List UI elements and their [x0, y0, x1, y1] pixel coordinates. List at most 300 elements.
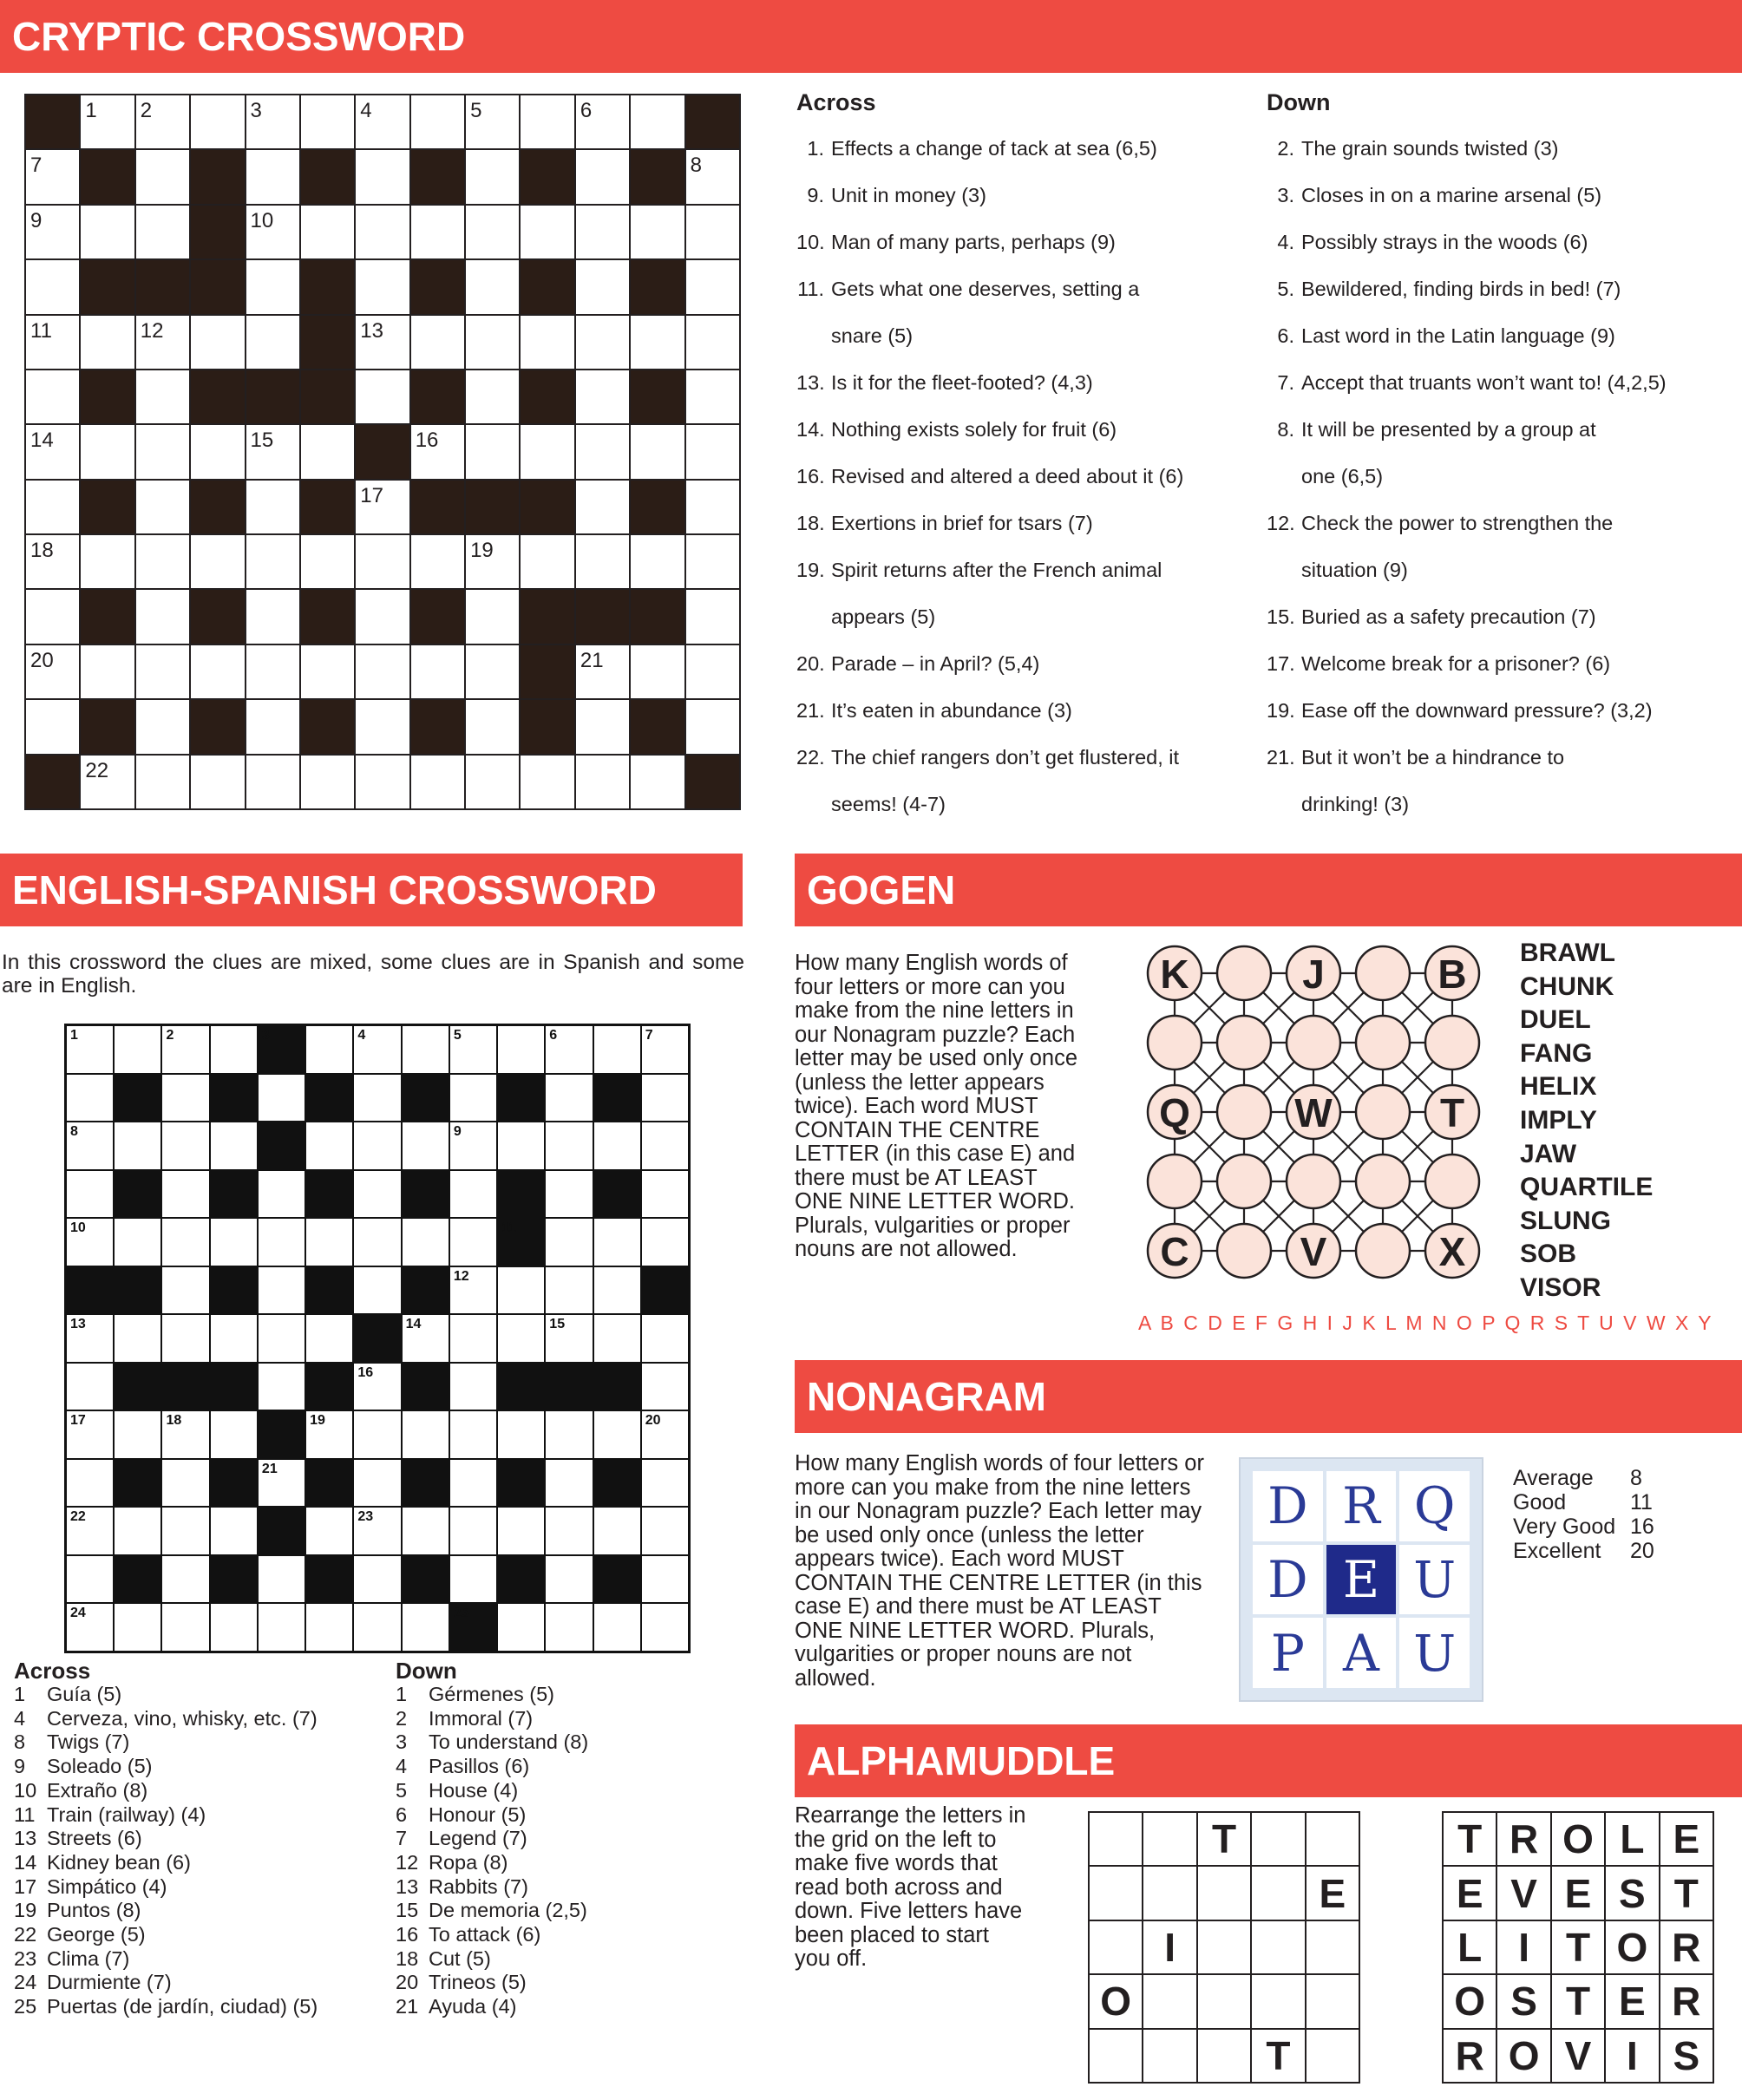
crossword-cell[interactable]	[306, 1122, 352, 1169]
gogen-node[interactable]	[1425, 1016, 1479, 1070]
crossword-cell[interactable]	[576, 95, 629, 148]
crossword-cell[interactable]	[411, 206, 464, 258]
alphamuddle-cell[interactable]: O	[1444, 1975, 1496, 2027]
crossword-cell[interactable]	[246, 756, 299, 808]
crossword-cell[interactable]	[354, 1508, 400, 1554]
crossword-cell[interactable]	[576, 370, 629, 423]
crossword-cell[interactable]	[450, 1122, 496, 1169]
crossword-cell[interactable]	[259, 1219, 305, 1266]
alphamuddle-cell[interactable]: I	[1143, 1921, 1195, 1973]
crossword-cell[interactable]	[67, 1460, 113, 1507]
crossword-cell[interactable]	[211, 1604, 257, 1651]
alphamuddle-cell[interactable]: I	[1497, 1921, 1549, 1973]
crossword-cell[interactable]	[686, 316, 739, 369]
crossword-cell[interactable]	[403, 1315, 449, 1362]
alphamuddle-cell[interactable]	[1306, 2030, 1359, 2082]
crossword-cell[interactable]	[162, 1267, 208, 1314]
crossword-cell[interactable]	[246, 206, 299, 258]
crossword-cell[interactable]	[191, 756, 244, 808]
crossword-cell[interactable]	[546, 1171, 592, 1218]
alphamuddle-cell[interactable]	[1252, 1975, 1304, 2027]
crossword-cell[interactable]	[191, 645, 244, 698]
crossword-cell[interactable]	[162, 1604, 208, 1651]
crossword-cell[interactable]	[67, 1315, 113, 1362]
crossword-cell[interactable]	[356, 316, 409, 369]
crossword-cell[interactable]	[211, 1411, 257, 1458]
crossword-cell[interactable]	[246, 260, 299, 313]
crossword-cell[interactable]	[81, 316, 134, 369]
crossword-cell[interactable]	[162, 1556, 208, 1603]
crossword-cell[interactable]	[67, 1026, 113, 1073]
crossword-cell[interactable]	[411, 425, 464, 478]
crossword-cell[interactable]	[521, 316, 573, 369]
crossword-cell[interactable]	[498, 1604, 544, 1651]
crossword-cell[interactable]	[403, 1122, 449, 1169]
crossword-cell[interactable]	[403, 1026, 449, 1073]
gogen-node[interactable]	[1148, 1155, 1202, 1208]
crossword-cell[interactable]	[356, 370, 409, 423]
crossword-cell[interactable]	[466, 206, 519, 258]
crossword-cell[interactable]	[411, 645, 464, 698]
crossword-cell[interactable]	[246, 645, 299, 698]
crossword-cell[interactable]	[354, 1122, 400, 1169]
crossword-cell[interactable]	[686, 645, 739, 698]
crossword-cell[interactable]	[686, 481, 739, 533]
crossword-cell[interactable]	[546, 1026, 592, 1073]
crossword-cell[interactable]	[576, 645, 629, 698]
alphamuddle-cell[interactable]: E	[1660, 1813, 1713, 1865]
crossword-cell[interactable]	[259, 1075, 305, 1122]
crossword-cell[interactable]	[631, 95, 684, 148]
crossword-cell[interactable]	[354, 1604, 400, 1651]
crossword-cell[interactable]	[686, 700, 739, 753]
crossword-cell[interactable]	[686, 260, 739, 313]
crossword-cell[interactable]	[356, 590, 409, 643]
gogen-node[interactable]	[1356, 946, 1410, 1000]
crossword-cell[interactable]	[301, 756, 354, 808]
crossword-cell[interactable]	[136, 370, 189, 423]
crossword-cell[interactable]	[403, 1508, 449, 1554]
crossword-cell[interactable]	[642, 1171, 688, 1218]
crossword-cell[interactable]	[67, 1219, 113, 1266]
crossword-cell[interactable]	[356, 535, 409, 588]
crossword-cell[interactable]	[450, 1508, 496, 1554]
crossword-cell[interactable]	[642, 1604, 688, 1651]
crossword-cell[interactable]	[211, 1219, 257, 1266]
crossword-cell[interactable]	[411, 95, 464, 148]
crossword-cell[interactable]	[81, 756, 134, 808]
crossword-cell[interactable]	[26, 645, 79, 698]
crossword-cell[interactable]	[642, 1026, 688, 1073]
crossword-cell[interactable]	[686, 425, 739, 478]
crossword-cell[interactable]	[356, 95, 409, 148]
alphamuddle-cell[interactable]	[1306, 1975, 1359, 2027]
crossword-cell[interactable]	[356, 260, 409, 313]
crossword-cell[interactable]	[450, 1460, 496, 1507]
crossword-cell[interactable]	[191, 425, 244, 478]
crossword-cell[interactable]	[356, 481, 409, 533]
alphamuddle-cell[interactable]: R	[1497, 1813, 1549, 1865]
crossword-cell[interactable]	[81, 535, 134, 588]
crossword-cell[interactable]	[67, 1411, 113, 1458]
crossword-cell[interactable]	[354, 1026, 400, 1073]
crossword-cell[interactable]	[354, 1075, 400, 1122]
gogen-node[interactable]	[1287, 1016, 1340, 1070]
crossword-cell[interactable]	[466, 150, 519, 203]
crossword-cell[interactable]	[26, 150, 79, 203]
alphamuddle-cell[interactable]	[1252, 1867, 1304, 1919]
crossword-cell[interactable]	[450, 1556, 496, 1603]
crossword-cell[interactable]	[246, 535, 299, 588]
crossword-cell[interactable]	[162, 1315, 208, 1362]
crossword-cell[interactable]	[354, 1556, 400, 1603]
crossword-cell[interactable]	[466, 316, 519, 369]
crossword-cell[interactable]	[642, 1364, 688, 1410]
crossword-cell[interactable]	[115, 1219, 160, 1266]
alphamuddle-cell[interactable]	[1090, 1867, 1142, 1919]
crossword-cell[interactable]	[466, 756, 519, 808]
alphamuddle-cell[interactable]	[1252, 1813, 1304, 1865]
crossword-cell[interactable]	[466, 535, 519, 588]
crossword-cell[interactable]	[162, 1171, 208, 1218]
crossword-cell[interactable]	[306, 1508, 352, 1554]
crossword-cell[interactable]	[81, 95, 134, 148]
crossword-cell[interactable]	[686, 206, 739, 258]
alphamuddle-cell[interactable]	[1143, 1813, 1195, 1865]
crossword-cell[interactable]	[546, 1411, 592, 1458]
crossword-cell[interactable]	[301, 95, 354, 148]
crossword-cell[interactable]	[26, 206, 79, 258]
crossword-cell[interactable]	[546, 1604, 592, 1651]
alphamuddle-cell[interactable]: S	[1497, 1975, 1549, 2027]
crossword-cell[interactable]	[631, 206, 684, 258]
crossword-cell[interactable]	[356, 206, 409, 258]
crossword-cell[interactable]	[450, 1026, 496, 1073]
crossword-cell[interactable]	[354, 1267, 400, 1314]
crossword-cell[interactable]	[162, 1026, 208, 1073]
crossword-cell[interactable]	[136, 700, 189, 753]
crossword-cell[interactable]	[162, 1122, 208, 1169]
crossword-cell[interactable]	[246, 481, 299, 533]
crossword-cell[interactable]	[26, 481, 79, 533]
crossword-cell[interactable]	[521, 206, 573, 258]
crossword-cell[interactable]	[26, 260, 79, 313]
alphamuddle-cell[interactable]	[1143, 2030, 1195, 2082]
crossword-cell[interactable]	[521, 425, 573, 478]
gogen-node[interactable]	[1148, 1016, 1202, 1070]
alphamuddle-cell[interactable]	[1143, 1975, 1195, 2027]
crossword-cell[interactable]	[356, 150, 409, 203]
crossword-cell[interactable]	[259, 1315, 305, 1362]
crossword-cell[interactable]	[686, 590, 739, 643]
alphamuddle-cell[interactable]	[1252, 1921, 1304, 1973]
crossword-cell[interactable]	[642, 1460, 688, 1507]
crossword-cell[interactable]	[411, 316, 464, 369]
crossword-cell[interactable]	[136, 756, 189, 808]
alphamuddle-cell[interactable]: R	[1660, 1975, 1713, 2027]
alphamuddle-cell[interactable]: T	[1552, 1921, 1604, 1973]
crossword-cell[interactable]	[450, 1315, 496, 1362]
crossword-cell[interactable]	[498, 1122, 544, 1169]
alphamuddle-cell[interactable]	[1306, 1813, 1359, 1865]
alphamuddle-cell[interactable]: S	[1660, 2030, 1713, 2082]
alphamuddle-cell[interactable]: T	[1198, 1813, 1250, 1865]
crossword-cell[interactable]	[450, 1411, 496, 1458]
gogen-node[interactable]	[1356, 1016, 1410, 1070]
crossword-cell[interactable]	[576, 316, 629, 369]
crossword-cell[interactable]	[67, 1508, 113, 1554]
alphamuddle-cell[interactable]: O	[1552, 1813, 1604, 1865]
crossword-cell[interactable]	[686, 535, 739, 588]
crossword-cell[interactable]	[162, 1411, 208, 1458]
crossword-cell[interactable]	[546, 1315, 592, 1362]
crossword-cell[interactable]	[301, 206, 354, 258]
crossword-cell[interactable]	[67, 1122, 113, 1169]
crossword-cell[interactable]	[26, 425, 79, 478]
crossword-cell[interactable]	[498, 1267, 544, 1314]
crossword-cell[interactable]	[259, 1556, 305, 1603]
crossword-cell[interactable]	[466, 700, 519, 753]
alphamuddle-cell[interactable]	[1198, 2030, 1250, 2082]
crossword-cell[interactable]	[115, 1604, 160, 1651]
crossword-cell[interactable]	[521, 95, 573, 148]
gogen-node[interactable]	[1356, 1224, 1410, 1278]
crossword-cell[interactable]	[81, 425, 134, 478]
crossword-cell[interactable]	[136, 425, 189, 478]
crossword-cell[interactable]	[211, 1122, 257, 1169]
crossword-cell[interactable]	[450, 1075, 496, 1122]
crossword-cell[interactable]	[631, 756, 684, 808]
crossword-cell[interactable]	[246, 590, 299, 643]
crossword-cell[interactable]	[246, 95, 299, 148]
crossword-cell[interactable]	[136, 535, 189, 588]
crossword-cell[interactable]	[211, 1508, 257, 1554]
crossword-cell[interactable]	[450, 1364, 496, 1410]
crossword-cell[interactable]	[631, 425, 684, 478]
crossword-cell[interactable]	[191, 316, 244, 369]
crossword-cell[interactable]	[259, 1171, 305, 1218]
crossword-cell[interactable]	[631, 645, 684, 698]
crossword-cell[interactable]	[546, 1508, 592, 1554]
crossword-cell[interactable]	[246, 150, 299, 203]
crossword-cell[interactable]	[403, 1411, 449, 1458]
crossword-cell[interactable]	[356, 645, 409, 698]
crossword-cell[interactable]	[594, 1315, 640, 1362]
crossword-cell[interactable]	[546, 1219, 592, 1266]
crossword-cell[interactable]	[642, 1556, 688, 1603]
crossword-cell[interactable]	[642, 1219, 688, 1266]
alphamuddle-cell[interactable]: V	[1497, 1867, 1549, 1919]
crossword-cell[interactable]	[576, 700, 629, 753]
crossword-cell[interactable]	[356, 700, 409, 753]
alphamuddle-cell[interactable]	[1306, 1921, 1359, 1973]
crossword-cell[interactable]	[450, 1219, 496, 1266]
crossword-cell[interactable]	[26, 535, 79, 588]
crossword-cell[interactable]	[594, 1026, 640, 1073]
crossword-cell[interactable]	[498, 1026, 544, 1073]
crossword-cell[interactable]	[498, 1508, 544, 1554]
crossword-cell[interactable]	[115, 1411, 160, 1458]
crossword-cell[interactable]	[67, 1075, 113, 1122]
crossword-cell[interactable]	[301, 535, 354, 588]
alphamuddle-cell[interactable]	[1090, 1813, 1142, 1865]
crossword-cell[interactable]	[631, 316, 684, 369]
crossword-cell[interactable]	[466, 95, 519, 148]
crossword-cell[interactable]	[450, 1267, 496, 1314]
crossword-cell[interactable]	[631, 535, 684, 588]
crossword-cell[interactable]	[136, 645, 189, 698]
crossword-cell[interactable]	[115, 1315, 160, 1362]
crossword-cell[interactable]	[26, 590, 79, 643]
crossword-cell[interactable]	[686, 150, 739, 203]
crossword-cell[interactable]	[594, 1122, 640, 1169]
alphamuddle-cell[interactable]: T	[1552, 1975, 1604, 2027]
crossword-cell[interactable]	[162, 1460, 208, 1507]
crossword-cell[interactable]	[521, 756, 573, 808]
crossword-cell[interactable]	[354, 1460, 400, 1507]
crossword-cell[interactable]	[67, 1556, 113, 1603]
crossword-cell[interactable]	[306, 1219, 352, 1266]
crossword-cell[interactable]	[642, 1315, 688, 1362]
alphamuddle-cell[interactable]: E	[1306, 1867, 1359, 1919]
crossword-cell[interactable]	[259, 1267, 305, 1314]
crossword-cell[interactable]	[546, 1556, 592, 1603]
crossword-cell[interactable]	[576, 260, 629, 313]
crossword-cell[interactable]	[450, 1171, 496, 1218]
gogen-node[interactable]	[1287, 1155, 1340, 1208]
alphamuddle-cell[interactable]	[1090, 1921, 1142, 1973]
crossword-cell[interactable]	[306, 1026, 352, 1073]
gogen-node[interactable]	[1425, 1155, 1479, 1208]
crossword-cell[interactable]	[136, 590, 189, 643]
alphamuddle-cell[interactable]: O	[1090, 1975, 1142, 2027]
crossword-cell[interactable]	[356, 756, 409, 808]
crossword-cell[interactable]	[301, 645, 354, 698]
alphamuddle-cell[interactable]	[1198, 1921, 1250, 1973]
crossword-cell[interactable]	[67, 1604, 113, 1651]
crossword-cell[interactable]	[466, 425, 519, 478]
alphamuddle-cell[interactable]: R	[1444, 2030, 1496, 2082]
crossword-cell[interactable]	[576, 535, 629, 588]
crossword-cell[interactable]	[642, 1508, 688, 1554]
alphamuddle-cell[interactable]: T	[1444, 1813, 1496, 1865]
alphamuddle-cell[interactable]: L	[1606, 1813, 1658, 1865]
crossword-cell[interactable]	[354, 1219, 400, 1266]
crossword-cell[interactable]	[306, 1315, 352, 1362]
alphamuddle-cell[interactable]: E	[1606, 1975, 1658, 2027]
crossword-cell[interactable]	[576, 206, 629, 258]
crossword-cell[interactable]	[136, 206, 189, 258]
crossword-cell[interactable]	[354, 1171, 400, 1218]
crossword-cell[interactable]	[466, 590, 519, 643]
crossword-cell[interactable]	[191, 95, 244, 148]
gogen-node[interactable]	[1356, 1085, 1410, 1139]
crossword-cell[interactable]	[546, 1267, 592, 1314]
crossword-cell[interactable]	[81, 645, 134, 698]
crossword-cell[interactable]	[686, 370, 739, 423]
crossword-cell[interactable]	[67, 1171, 113, 1218]
crossword-cell[interactable]	[354, 1364, 400, 1410]
crossword-cell[interactable]	[26, 370, 79, 423]
crossword-cell[interactable]	[354, 1411, 400, 1458]
crossword-cell[interactable]	[576, 425, 629, 478]
alphamuddle-cell[interactable]	[1198, 1975, 1250, 2027]
crossword-cell[interactable]	[259, 1460, 305, 1507]
crossword-cell[interactable]	[594, 1267, 640, 1314]
alphamuddle-cell[interactable]: E	[1552, 1867, 1604, 1919]
crossword-cell[interactable]	[246, 425, 299, 478]
crossword-cell[interactable]	[642, 1075, 688, 1122]
crossword-cell[interactable]	[594, 1508, 640, 1554]
crossword-cell[interactable]	[301, 425, 354, 478]
crossword-cell[interactable]	[136, 481, 189, 533]
crossword-cell[interactable]	[306, 1411, 352, 1458]
crossword-cell[interactable]	[594, 1604, 640, 1651]
crossword-cell[interactable]	[211, 1315, 257, 1362]
gogen-node[interactable]	[1217, 1155, 1271, 1208]
alphamuddle-cell[interactable]: O	[1606, 1921, 1658, 1973]
crossword-cell[interactable]	[259, 1604, 305, 1651]
alphamuddle-cell[interactable]: R	[1660, 1921, 1713, 1973]
crossword-cell[interactable]	[576, 756, 629, 808]
gogen-node[interactable]	[1217, 1224, 1271, 1278]
crossword-cell[interactable]	[211, 1026, 257, 1073]
alphamuddle-cell[interactable]	[1143, 1867, 1195, 1919]
crossword-cell[interactable]	[259, 1364, 305, 1410]
crossword-cell[interactable]	[67, 1364, 113, 1410]
crossword-cell[interactable]	[411, 535, 464, 588]
crossword-cell[interactable]	[642, 1122, 688, 1169]
crossword-cell[interactable]	[306, 1604, 352, 1651]
crossword-cell[interactable]	[411, 756, 464, 808]
crossword-cell[interactable]	[466, 260, 519, 313]
alphamuddle-cell[interactable]: S	[1606, 1867, 1658, 1919]
crossword-cell[interactable]	[115, 1122, 160, 1169]
crossword-cell[interactable]	[115, 1508, 160, 1554]
crossword-cell[interactable]	[246, 316, 299, 369]
alphamuddle-cell[interactable]: E	[1444, 1867, 1496, 1919]
gogen-node[interactable]	[1217, 1085, 1271, 1139]
crossword-cell[interactable]	[246, 700, 299, 753]
crossword-cell[interactable]	[403, 1604, 449, 1651]
crossword-cell[interactable]	[26, 316, 79, 369]
alphamuddle-cell[interactable]	[1198, 1867, 1250, 1919]
alphamuddle-cell[interactable]: V	[1552, 2030, 1604, 2082]
crossword-cell[interactable]	[594, 1219, 640, 1266]
crossword-cell[interactable]	[162, 1219, 208, 1266]
alphamuddle-cell[interactable]: T	[1252, 2030, 1304, 2082]
alphamuddle-cell[interactable]: O	[1497, 2030, 1549, 2082]
gogen-node[interactable]	[1217, 1016, 1271, 1070]
crossword-cell[interactable]	[546, 1460, 592, 1507]
crossword-cell[interactable]	[642, 1411, 688, 1458]
crossword-cell[interactable]	[576, 150, 629, 203]
crossword-cell[interactable]	[498, 1411, 544, 1458]
crossword-cell[interactable]	[162, 1508, 208, 1554]
crossword-cell[interactable]	[576, 481, 629, 533]
crossword-cell[interactable]	[81, 206, 134, 258]
crossword-cell[interactable]	[191, 535, 244, 588]
crossword-cell[interactable]	[521, 535, 573, 588]
crossword-cell[interactable]	[466, 370, 519, 423]
crossword-cell[interactable]	[403, 1219, 449, 1266]
crossword-cell[interactable]	[546, 1075, 592, 1122]
crossword-cell[interactable]	[136, 150, 189, 203]
gogen-node[interactable]	[1217, 946, 1271, 1000]
crossword-cell[interactable]	[546, 1122, 592, 1169]
crossword-cell[interactable]	[466, 645, 519, 698]
alphamuddle-cell[interactable]: L	[1444, 1921, 1496, 1973]
